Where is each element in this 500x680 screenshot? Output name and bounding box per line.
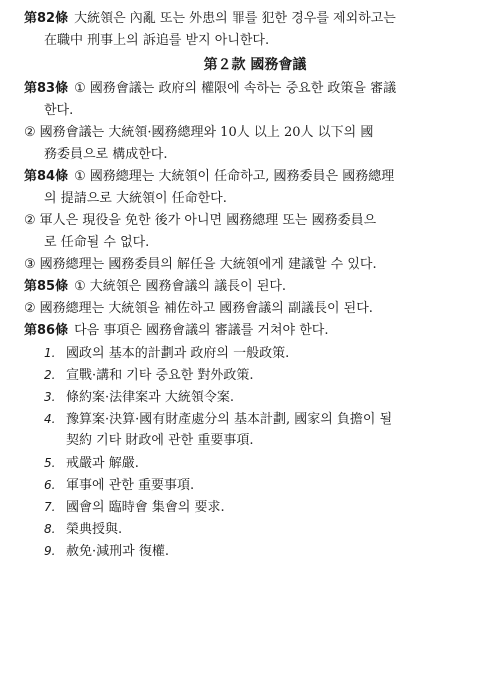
line-text: 國務會議는 政府의 權限에 속하는 중요한 政策을 審議 xyxy=(89,81,397,96)
line-text: 國務總理는 大統領이 任命하고, 國務委員은 國務總理 xyxy=(89,169,395,184)
paragraph-marker: ② xyxy=(24,125,36,140)
line-text: 戒嚴과 解嚴. xyxy=(66,456,139,471)
line-text: 條約案·法律案과 大統領令案. xyxy=(66,390,234,405)
article-number: 第86條 xyxy=(24,323,69,338)
line-text: 豫算案·決算·國有財產處分의 基本計劃, 國家의 負擔이 될 xyxy=(66,412,393,427)
line-text: 在職中 刑事上의 訴追를 받지 아니한다. xyxy=(44,33,270,48)
paragraph-marker: ① xyxy=(74,169,86,184)
line-text: 國會의 臨時會 集會의 要求. xyxy=(66,500,225,515)
article-number: 第85條 xyxy=(24,279,69,294)
paragraph-marker: ② xyxy=(24,213,36,228)
article-line xyxy=(24,166,486,188)
text-line xyxy=(24,100,486,122)
article-line xyxy=(24,8,486,30)
paragraph-marker: ① xyxy=(74,81,86,96)
list-item xyxy=(24,386,486,408)
item-number: 6. xyxy=(44,478,56,492)
article-line xyxy=(24,276,486,298)
text-line xyxy=(24,298,486,320)
list-item xyxy=(24,540,486,562)
item-number: 5. xyxy=(44,456,56,470)
item-number: 1. xyxy=(44,346,56,360)
item-number: 4. xyxy=(44,412,56,426)
paragraph-marker: ① xyxy=(74,279,86,294)
item-number: 8. xyxy=(44,522,56,536)
text-line xyxy=(24,144,486,166)
line-text: 赦免·減刑과 復權. xyxy=(66,544,169,559)
line-text: 大統領은 內亂 또는 外患의 罪를 犯한 경우를 제외하고는 xyxy=(74,11,396,26)
line-text: 榮典授與. xyxy=(66,522,123,537)
list-item xyxy=(24,518,486,540)
article-line xyxy=(24,78,486,100)
line-text: 國務總理는 大統領을 補佐하고 國務會議의 副議長이 된다. xyxy=(39,301,373,316)
line-text: 한다. xyxy=(44,103,74,118)
line-text: 의 提請으로 大統領이 任命한다. xyxy=(44,191,227,206)
article-line xyxy=(24,320,486,342)
paragraph-marker: ③ xyxy=(24,257,36,272)
section-title: 第２款 國務會議 xyxy=(203,57,307,73)
item-number: 7. xyxy=(44,500,56,514)
line-text: 大統領은 國務會議의 議長이 된다. xyxy=(89,279,287,294)
item-number: 9. xyxy=(44,544,56,558)
line-text: 다음 事項은 國務會議의 審議를 거쳐야 한다. xyxy=(74,323,329,338)
list-item xyxy=(24,408,486,430)
line-text: 로 任命될 수 없다. xyxy=(44,235,150,250)
list-item xyxy=(24,474,486,496)
line-text: 國政의 基本的計劃과 政府의 一般政策. xyxy=(66,346,290,361)
article-number: 第82條 xyxy=(24,11,69,26)
list-item xyxy=(24,452,486,474)
list-item xyxy=(24,342,486,364)
text-line xyxy=(24,210,486,232)
list-item xyxy=(24,496,486,518)
article-number: 第83條 xyxy=(24,81,69,96)
text-line xyxy=(24,188,486,210)
paragraph-marker: ② xyxy=(24,301,36,316)
text-line xyxy=(24,30,486,52)
list-item xyxy=(24,364,486,386)
text-line xyxy=(24,430,486,452)
item-number: 2. xyxy=(44,368,56,382)
text-line xyxy=(24,122,486,144)
line-text: 軍人은 現役을 免한 後가 아니면 國務總理 또는 國務委員으 xyxy=(39,213,377,228)
text-line xyxy=(24,232,486,254)
line-text: 契約 기타 財政에 관한 重要事項. xyxy=(66,433,254,448)
line-text: 軍事에 관한 重要事項. xyxy=(66,478,195,493)
item-number: 3. xyxy=(44,390,56,404)
line-text: 國務會議는 大統領·國務總理와 10人 以上 20人 以下의 國 xyxy=(39,125,374,140)
text-line xyxy=(24,254,486,276)
line-text: 國務總理는 國務委員의 解任을 大統領에게 建議할 수 있다. xyxy=(39,257,377,272)
line-text: 宣戰·講和 기타 중요한 對外政策. xyxy=(66,368,254,383)
line-text: 務委員으로 構成한다. xyxy=(44,147,168,162)
article-number: 第84條 xyxy=(24,169,69,184)
